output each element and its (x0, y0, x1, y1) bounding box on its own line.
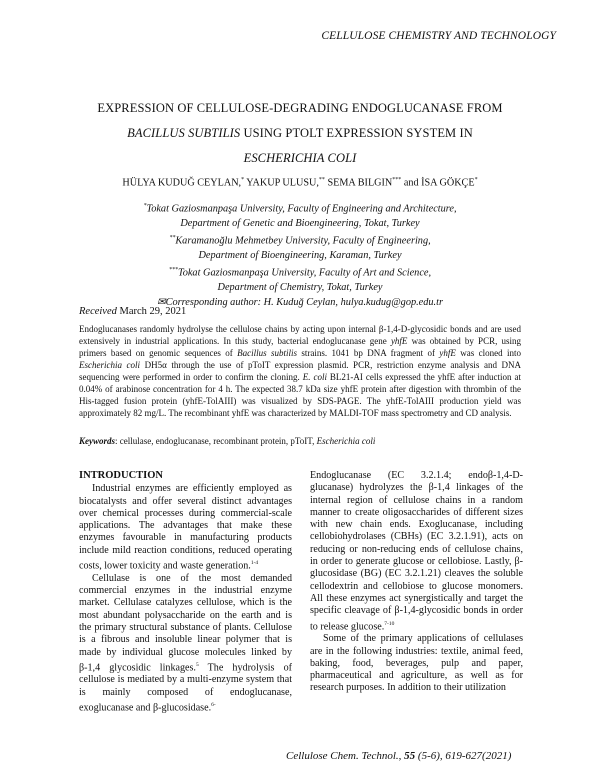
author-mark: ** (318, 177, 325, 183)
paragraph-text: Industrial enzymes are efficiently employed as biocatalysts and offer several distinct advantages over chemical processes during commercial-scale applications. The advantages that make these enzymes favourable in manufacturing products include mild reaction conditions, reduced operating costs, lower toxicity and waste generation. (79, 483, 292, 572)
gene-name: yhfE (390, 336, 408, 346)
abstract-text: was obtained by PCR, using primers based on genomic sequences of (79, 336, 521, 358)
affiliation-text: Karamanoğlu Mehmetbey University, Faculty of Engineering, (175, 235, 431, 247)
organism-name: Escherichia coli (79, 360, 141, 370)
affiliation-mark: *** (168, 267, 178, 274)
affiliation-line (80, 231, 520, 249)
keywords-italic: Escherichia coli (316, 436, 376, 446)
citation: 6- (211, 702, 216, 709)
author-name: and İSA GÖKÇE (401, 177, 475, 189)
title-line-3: ESCHERICHIA COLI (243, 151, 357, 165)
author-name: SEMA BILGIN (324, 177, 393, 189)
author-name: YAKUP ULUSU, (244, 177, 319, 189)
title-organism: BACILLUS SUBTILIS (127, 126, 241, 140)
abstract-text: strains. 1041 bp DNA fragment of (297, 348, 440, 358)
affiliation-line: Department of Bioengineering, Karaman, Turkey (198, 250, 402, 262)
footer-journal: Cellulose Chem. Technol., (286, 750, 405, 762)
paragraph-text: Endoglucanase (EC 3.2.1.4; endoβ-1,4-D-glucanase) hydrolyzes the β-1,4 linkages of the internal region of cellulose chains in a random manner to create oligosaccharides of different sizes with new chain ends. Exoglucanase, including cellobiohydrolases (CBHs) (EC 3.2.1.91), acts on reducing or non-reducing ends of cellulose chains, in order to generate glucose or cellobiose. Lastly, β-glucosidase (BG) (EC 3.2.1.21) cleaves the soluble cellodextrin and cellobiose to glucose monomers. All these enzymes act synergistically and target the specific cleavage of β-1,4-glycosidic bonds in order to release glucose. (310, 470, 523, 632)
keywords-label: Keywords (79, 436, 115, 446)
author-list (40, 177, 560, 188)
author-name: HÜLYA KUDUĞ CEYLAN, (122, 177, 242, 189)
abstract-text: BL21-AI cells expressed the yhfE after induction at 0.04% of arabinose concentration for 4 h. The expected 38.7 kDa size yhfE protein after digestion with thrombin of the His-tagged fusion protein (yhfE-TolAIII) was visualized by SDS-PAGE. The yhfE-TolAIII production yield was approximately 82 mg/L. The recombinant yhfE was characterized by MALDI-TOF mass spectrometry and CD analysis. (79, 372, 522, 418)
paragraph (310, 470, 523, 633)
affiliation-line (80, 199, 520, 217)
corresponding-author: ✉Corresponding author: H. Kuduğ Ceylan, hulya.kudug@gop.edu.tr (157, 296, 443, 308)
column-right (310, 470, 523, 695)
citation: 5 (195, 661, 199, 668)
author-mark: *** (392, 177, 402, 183)
received-label: Received (79, 306, 117, 317)
paragraph-text: The hydrolysis of cellulose is mediated by a multi-enzyme system that is mainly composed of endoglucanase, exoglucanase and β-glucosidase. (79, 662, 292, 714)
paragraph-text: Cellulase is one of the most demanded commercial enzymes in the industrial enzyme market. Cellulase catalyzes cellulose, which is the most abundant polysaccharide on the earth and is the primary structural substance of plants. Cellulose is a fibrous and insoluble linear polymer that is made by individual glucose molecules linked by β-1,4 glycosidic linkages. (79, 572, 292, 674)
journal-header: CELLULOSE CHEMISTRY AND TECHNOLOGY (321, 30, 556, 42)
author-mark: * (474, 177, 478, 183)
affiliation-mark: * (143, 203, 147, 209)
abstract-text: was cloned into (455, 348, 521, 358)
title-line-2 (70, 121, 530, 146)
keywords-text: : cellulase, endoglucanase, recombinant protein, pToIT, (115, 436, 317, 446)
affiliation-text: Tokat Gaziosmanpaşa University, Faculty of Art and Science, (177, 267, 432, 279)
affiliation-line: Department of Genetic and Bioengineering, Tokat, Turkey (180, 217, 420, 229)
footer-pages: (5-6), 619-627(2021) (415, 750, 512, 762)
paper-title (70, 96, 530, 171)
citation: 1-4 (250, 560, 259, 567)
paragraph: Some of the primary applications of cellulases are in the following industries: textile, animal feed, baking, food, beverages, pulp and paper, pharmaceutical and agriculture, as well as for research purposes. In addition to their utilization (310, 633, 523, 694)
section-heading: INTRODUCTION (79, 470, 164, 481)
organism-name: Bacillus subtilis (237, 348, 298, 358)
title-line-2-rest: USING PTOLT EXPRESSION SYSTEM IN (240, 126, 473, 140)
affiliation-mark: ** (169, 235, 176, 242)
column-left (79, 470, 292, 715)
paragraph (79, 483, 292, 572)
author-mark: * (241, 177, 245, 183)
received-value: March 29, 2021 (116, 306, 187, 317)
paragraph (79, 573, 292, 715)
journal-footer (286, 750, 511, 762)
citation: 7-10 (384, 620, 395, 627)
abstract (79, 323, 521, 419)
affiliation-line (80, 263, 520, 281)
gene-name: yhfE (439, 348, 456, 358)
affiliation-text: Tokat Gaziosmanpaşa University, Faculty of Engineering and Architecture, (146, 203, 457, 215)
affiliations (80, 199, 520, 310)
title-line-1: EXPRESSION OF CELLULOSE-DEGRADING ENDOGLUCANASE FROM (97, 101, 503, 115)
abstract-text: DH5α through the use of pToIT expression plasmid. PCR, restriction enzyme analysis and DNA sequencing were performed in order to confirm the cloning. (79, 360, 521, 382)
footer-volume: 55 (404, 750, 416, 762)
organism-name: E. coli (302, 372, 327, 382)
received-date (79, 306, 186, 317)
abstract-text: Endoglucanases randomly hydrolyse the cellulose chains by acting upon internal β-1,4-D-glycosidic bonds and are used extensively in industrial applications. In this study, bacterial endoglucanase gene (79, 324, 521, 346)
keywords (79, 436, 521, 446)
affiliation-line: Department of Chemistry, Tokat, Turkey (217, 282, 383, 294)
